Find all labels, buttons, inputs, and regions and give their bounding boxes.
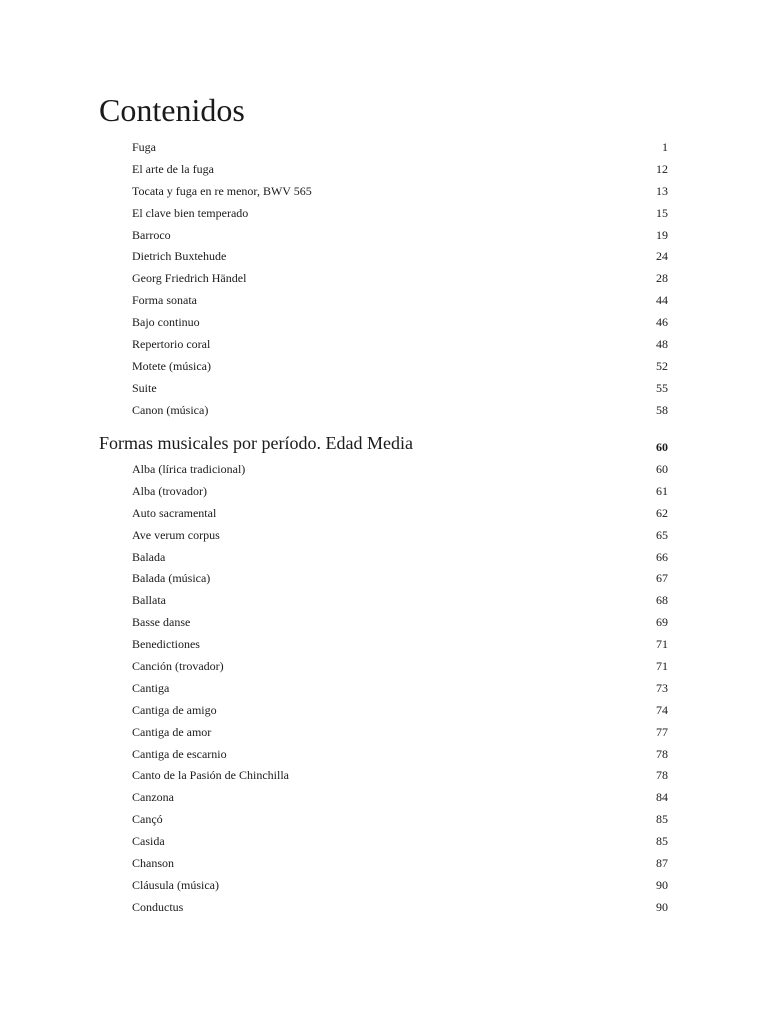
toc-entry-label: Auto sacramental bbox=[132, 505, 217, 520]
toc-entry-page-number: 77 bbox=[656, 724, 668, 739]
toc-entry-label: Motete (música) bbox=[132, 358, 211, 373]
toc-entry-label: Canon (música) bbox=[132, 402, 209, 417]
toc-entry[interactable] bbox=[132, 765, 668, 787]
toc-entry-page-number: 46 bbox=[656, 315, 668, 330]
toc-list bbox=[132, 137, 668, 422]
toc-section-list bbox=[132, 459, 668, 919]
toc-entry-label: Cantiga de amor bbox=[132, 724, 212, 739]
toc-entry-label: Alba (lírica tradicional) bbox=[132, 462, 246, 476]
toc-entry[interactable] bbox=[132, 481, 668, 503]
toc-entry-label: Cantiga bbox=[132, 680, 170, 695]
toc-entry-label: Benedictiones bbox=[132, 637, 200, 652]
toc-entry[interactable] bbox=[132, 246, 668, 268]
toc-entry-label: Cantiga de amigo bbox=[132, 702, 217, 717]
toc-entry-page-number: 84 bbox=[656, 790, 668, 805]
toc-entry-label: Cláusula (música) bbox=[132, 877, 219, 892]
toc-entry-label: Balada (música) bbox=[132, 571, 211, 586]
toc-entry-page-number: 87 bbox=[656, 856, 668, 871]
toc-entry-label: Canción (trovador) bbox=[132, 659, 224, 674]
toc-entry-page-number: 65 bbox=[656, 527, 668, 542]
toc-entry[interactable] bbox=[132, 547, 668, 569]
toc-entry-page-number: 61 bbox=[656, 483, 668, 498]
toc-entry[interactable] bbox=[132, 334, 668, 356]
toc-entry-page-number: 62 bbox=[656, 505, 668, 520]
toc-entry[interactable] bbox=[132, 400, 668, 422]
toc-entry-label: Barroco bbox=[132, 227, 171, 242]
toc-entry[interactable] bbox=[132, 809, 668, 831]
toc-entry-page-number: 19 bbox=[656, 227, 668, 242]
toc-entry-label: Alba (trovador) bbox=[132, 483, 207, 498]
toc-entry[interactable] bbox=[132, 203, 668, 225]
toc-entry-page-number: 15 bbox=[656, 205, 668, 220]
toc-entry-label: El arte de la fuga bbox=[132, 161, 214, 176]
toc-entry[interactable] bbox=[132, 590, 668, 612]
toc-entry-label: Casida bbox=[132, 834, 165, 849]
toc-entry[interactable] bbox=[132, 897, 668, 919]
toc-entry-label: Canto de la Pasión de Chinchilla bbox=[132, 768, 289, 783]
toc-entry-page-number: 44 bbox=[656, 293, 668, 308]
toc-entry-page-number: 78 bbox=[656, 768, 668, 783]
toc-entry[interactable] bbox=[132, 831, 668, 853]
toc-entry[interactable] bbox=[132, 137, 668, 159]
toc-entry[interactable] bbox=[132, 853, 668, 875]
toc-entry-page-number: 78 bbox=[656, 746, 668, 761]
toc-entry-page-number: 71 bbox=[656, 637, 668, 652]
toc-entry-page-number: 71 bbox=[656, 659, 668, 674]
toc-entry-label: Suite bbox=[132, 380, 157, 395]
toc-entry[interactable] bbox=[132, 525, 668, 547]
toc-section-heading[interactable] bbox=[99, 432, 668, 456]
toc-entry[interactable] bbox=[132, 159, 668, 181]
toc-entry-page-number: 85 bbox=[656, 812, 668, 827]
toc-entry-label: Canzona bbox=[132, 790, 174, 805]
toc-entry-page-number: 90 bbox=[656, 899, 668, 914]
toc-entry-page-number: 74 bbox=[656, 702, 668, 717]
toc-entry[interactable] bbox=[132, 503, 668, 525]
toc-entry[interactable] bbox=[132, 225, 668, 247]
toc-entry-label: Basse danse bbox=[132, 615, 191, 630]
toc-entry[interactable] bbox=[132, 612, 668, 634]
page-title: Contenidos bbox=[99, 92, 245, 128]
toc-section-label: Formas musicales por período. Edad Media bbox=[99, 433, 413, 453]
toc-entry-page-number: 90 bbox=[656, 877, 668, 892]
toc-entry-page-number: 12 bbox=[656, 161, 668, 176]
toc-entry-page-number: 24 bbox=[656, 249, 668, 264]
toc-entry-page-number: 69 bbox=[656, 615, 668, 630]
toc-entry-page-number: 67 bbox=[656, 571, 668, 586]
toc-entry[interactable] bbox=[132, 568, 668, 590]
toc-entry-page-number: 73 bbox=[656, 680, 668, 695]
toc-entry[interactable] bbox=[132, 290, 668, 312]
toc-entry-page-number: 85 bbox=[656, 834, 668, 849]
toc-entry-page-number: 13 bbox=[656, 183, 668, 198]
toc-entry-page-number: 66 bbox=[656, 549, 668, 564]
toc-entry-page-number: 55 bbox=[656, 380, 668, 395]
toc-entry[interactable] bbox=[132, 634, 668, 656]
toc-entry-page-number: 68 bbox=[656, 593, 668, 608]
toc-section-page-number: 60 bbox=[656, 440, 668, 454]
toc-entry[interactable] bbox=[132, 356, 668, 378]
toc-entry[interactable] bbox=[132, 875, 668, 897]
toc-entry-label: Ave verum corpus bbox=[132, 527, 220, 542]
toc-entry[interactable] bbox=[132, 181, 668, 203]
toc-entry-page-number: 48 bbox=[656, 337, 668, 352]
toc-entry-page-number: 58 bbox=[656, 402, 668, 417]
toc-entry[interactable] bbox=[132, 678, 668, 700]
toc-entry-label: Cantiga de escarnio bbox=[132, 746, 227, 761]
toc-entry[interactable] bbox=[132, 656, 668, 678]
toc-entry[interactable] bbox=[132, 700, 668, 722]
toc-entry[interactable] bbox=[132, 268, 668, 290]
toc-entry-label: Forma sonata bbox=[132, 293, 197, 308]
toc-entry-label: Chanson bbox=[132, 856, 174, 871]
toc-entry-label: El clave bien temperado bbox=[132, 205, 249, 220]
toc-entry-label: Fuga bbox=[132, 140, 156, 154]
toc-entry-label: Tocata y fuga en re menor, BWV 565 bbox=[132, 183, 312, 198]
toc-entry-page-number: 28 bbox=[656, 271, 668, 286]
toc-entry-label: Repertorio coral bbox=[132, 337, 211, 352]
toc-entry-page-number: 52 bbox=[656, 358, 668, 373]
toc-entry-label: Bajo continuo bbox=[132, 315, 200, 330]
toc-entry-label: Ballata bbox=[132, 593, 166, 608]
toc-entry[interactable] bbox=[132, 744, 668, 766]
toc-entry-label: Dietrich Buxtehude bbox=[132, 249, 227, 264]
toc-entry[interactable] bbox=[132, 722, 668, 744]
toc-entry[interactable] bbox=[132, 312, 668, 334]
toc-entry-label: Balada bbox=[132, 549, 166, 564]
toc-entry-page-number: 60 bbox=[656, 462, 668, 476]
toc-entry-label: Cançó bbox=[132, 812, 163, 827]
toc-entry-label: Conductus bbox=[132, 899, 184, 914]
toc-entry[interactable] bbox=[132, 378, 668, 400]
toc-entry-page-number: 1 bbox=[662, 140, 668, 154]
toc-entry-label: Georg Friedrich Händel bbox=[132, 271, 247, 286]
toc-entry[interactable] bbox=[132, 787, 668, 809]
toc-entry[interactable] bbox=[132, 459, 668, 481]
